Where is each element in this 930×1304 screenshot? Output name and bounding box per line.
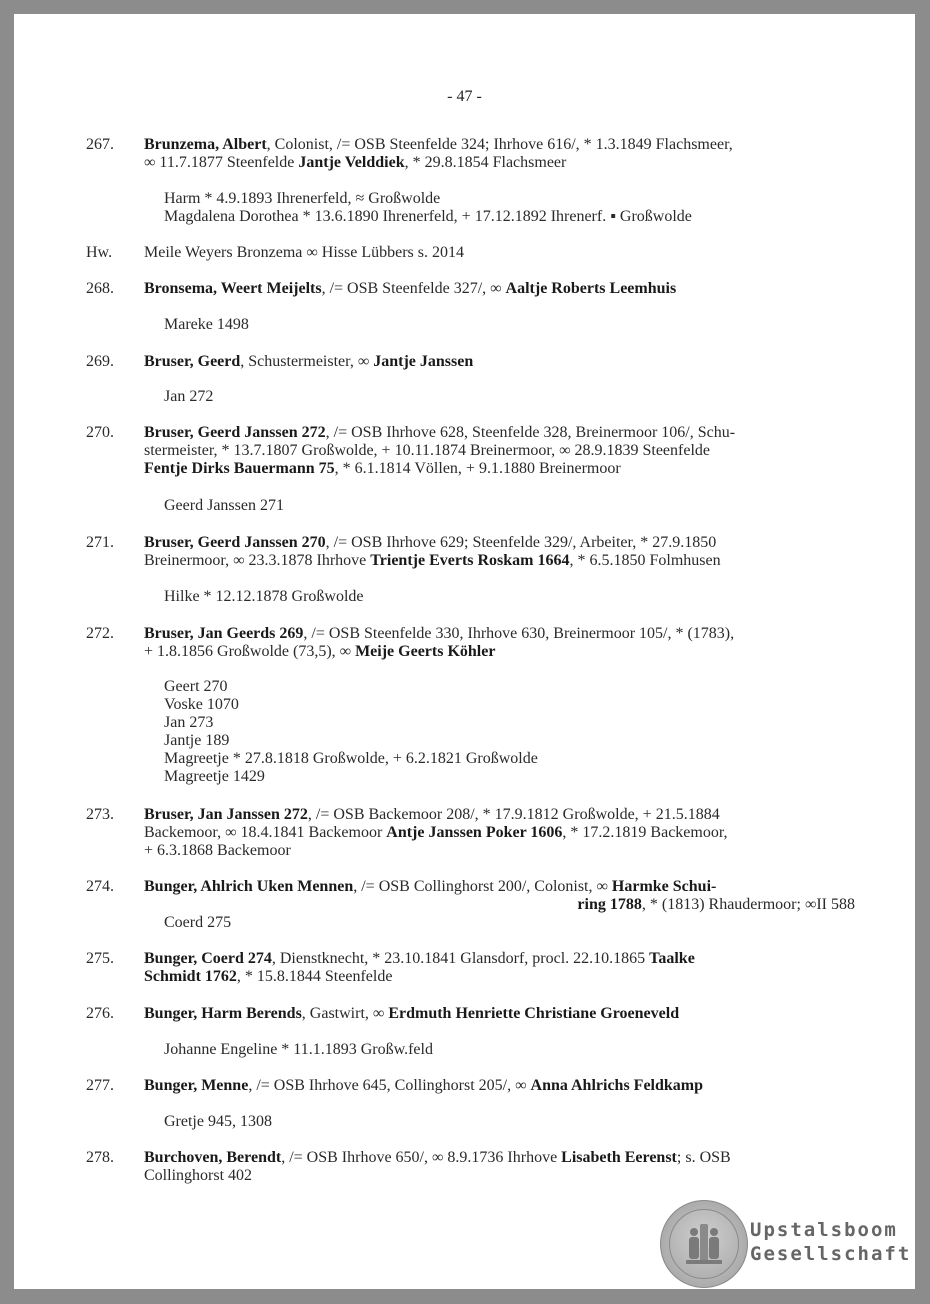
child-line: Magdalena Dorothea * 13.6.1890 Ihrenerfeld, + 17.12.1892 Ihrenerf. ▪ Großwolde: [164, 208, 692, 225]
entry-number: 275.: [86, 950, 114, 967]
entry-number: Hw.: [86, 244, 113, 261]
brand-line-1: Upstalsboom: [750, 1219, 898, 1241]
entry-line: [144, 424, 856, 442]
bold-name-text: Bruser, Geerd Janssen 270: [144, 534, 326, 551]
entry-text: [144, 424, 856, 478]
text-run: , /= OSB Backemoor 208/, * 17.9.1812 Großwolde, + 21.5.1884: [307, 806, 720, 823]
entry-line: [144, 1077, 856, 1095]
bold-name-text: Aaltje Roberts Leemhuis: [505, 280, 677, 297]
seal-figures-icon: [670, 1210, 738, 1278]
entry-number: 270.: [86, 424, 114, 441]
text-run: Backemoor, ∞ 18.4.1841 Backemoor: [144, 824, 387, 841]
entry-line: [144, 950, 856, 968]
entry-text: [144, 950, 856, 986]
text-run: , /= OSB Ihrhove 650/, ∞ 8.9.1736 Ihrhove: [281, 1149, 562, 1166]
bold-name-text: Lisabeth Eerenst: [561, 1149, 677, 1166]
entry-text: [144, 878, 856, 896]
bold-name-text: Schmidt 1762: [144, 968, 237, 985]
bold-name-text: Erdmuth Henriette Christiane Groeneveld: [388, 1005, 680, 1022]
text-run: Breinermoor, ∞ 23.3.1878 Ihrhove: [144, 552, 371, 569]
entry-text: [144, 1005, 856, 1023]
children-list: [164, 914, 231, 932]
child-line: Johanne Engeline * 11.1.1893 Großw.feld: [164, 1041, 433, 1058]
text-run: , Dienstknecht, * 23.10.1841 Glansdorf, procl. 22.10.1865: [271, 950, 650, 967]
text-run: , * 6.1.1814 Völlen, + 9.1.1880 Breinermoor: [334, 460, 621, 477]
entry-line: [144, 244, 856, 262]
entry-number: 276.: [86, 1005, 114, 1022]
text-run: , * 17.2.1819 Backemoor,: [562, 824, 728, 841]
bold-name-text: Fentje Dirks Bauermann 75: [144, 460, 335, 477]
bold-name-text: Trientje Everts Roskam 1664: [370, 552, 570, 569]
entry-line: [144, 824, 856, 842]
entry-text: [144, 353, 856, 371]
entry-line: [144, 625, 856, 643]
bold-name-text: Jantje Velddiek: [298, 154, 405, 171]
children-list: [164, 678, 538, 786]
seal-inner: [669, 1209, 739, 1279]
brand-line-2: Gesellschaft: [750, 1243, 912, 1265]
bold-name-text: Bunger, Ahlrich Uken Mennen: [144, 878, 354, 895]
child-line: Geerd Janssen 271: [164, 497, 284, 514]
entry-number: 277.: [86, 1077, 114, 1094]
entry-line-right: [144, 896, 855, 914]
entry-line: [144, 1005, 856, 1023]
children-list: [164, 316, 249, 334]
entry-text: [144, 806, 856, 860]
entry-line: [144, 643, 856, 661]
text-run: , Gastwirt, ∞: [301, 1005, 389, 1022]
entry-text: [144, 244, 856, 262]
entry-line: [144, 806, 856, 824]
text-run: ; s. OSB: [676, 1149, 731, 1166]
entry-line: [144, 1149, 856, 1167]
text-run: Meile Weyers Bronzema ∞ Hisse Lübbers s. 2014: [144, 244, 464, 261]
entry-line: [144, 534, 856, 552]
entry-number: 272.: [86, 625, 114, 642]
child-line: Jantje 189: [164, 732, 230, 749]
text-run: , /= OSB Ihrhove 628, Steenfelde 328, Breinermoor 106/, Schu-: [325, 424, 736, 441]
page-number: - 47 -: [447, 88, 482, 105]
bold-name-text: Harmke Schui-: [611, 878, 717, 895]
entry-line: [144, 136, 856, 154]
text-run: ∞ 11.7.1877 Steenfelde: [144, 154, 299, 171]
entry-line: [144, 842, 856, 860]
children-list: [164, 1041, 433, 1059]
entry-number: 269.: [86, 353, 114, 370]
text-run: , /= OSB Ihrhove 645, Collinghorst 205/, ∞: [248, 1077, 531, 1094]
bold-name-text: Bronsema, Weert Meijelts: [144, 280, 322, 297]
bold-name-text: Meije Geerts Köhler: [355, 643, 496, 660]
text-run: , * 29.8.1854 Flachsmeer: [404, 154, 567, 171]
text-run: , Schustermeister, ∞: [240, 353, 374, 370]
entry-line: [144, 1167, 856, 1185]
child-line: Geert 270: [164, 678, 228, 695]
child-line: Jan 273: [164, 714, 214, 731]
child-line: Voske 1070: [164, 696, 239, 713]
entry-text: [144, 1149, 856, 1185]
child-line: Mareke 1498: [164, 316, 249, 333]
bold-name-text: Anna Ahlrichs Feldkamp: [530, 1077, 704, 1094]
text-run: , * (1813) Rhaudermoor; ∞II 588: [641, 896, 855, 913]
entry-line: [144, 878, 856, 896]
entry-line: [144, 154, 856, 172]
entry-number: 268.: [86, 280, 114, 297]
text-run: + 6.3.1868 Backemoor: [144, 842, 291, 859]
bold-name-text: Taalke: [649, 950, 695, 967]
entry-line: [144, 280, 856, 298]
child-line: Coerd 275: [164, 914, 232, 931]
bold-name-text: Brunzema, Albert: [144, 136, 267, 153]
entry-line: [144, 353, 856, 371]
entry-text: [144, 534, 856, 570]
bold-name-text: Burchoven, Berendt: [144, 1149, 282, 1166]
children-list: [164, 388, 213, 406]
entry-text: [144, 280, 856, 298]
child-line: Harm * 4.9.1893 Ihrenerfeld, ≈ Großwolde: [164, 190, 441, 207]
child-line: Jan 272: [164, 388, 214, 405]
text-run: , Colonist, /= OSB Steenfelde 324; Ihrhove 616/, * 1.3.1849 Flachsmeer,: [266, 136, 733, 153]
children-list: [164, 497, 284, 515]
bold-name-text: Jantje Janssen: [373, 353, 474, 370]
entry-text: [144, 625, 856, 661]
entry-number: 271.: [86, 534, 114, 551]
entry-line: [144, 460, 856, 478]
text-run: , /= OSB Steenfelde 327/, ∞: [321, 280, 506, 297]
child-line: Magreetje * 27.8.1818 Großwolde, + 6.2.1821 Großwolde: [164, 750, 538, 767]
entry-text: [144, 136, 856, 172]
children-list: [164, 190, 692, 226]
text-run: , /= OSB Ihrhove 629; Steenfelde 329/, Arbeiter, * 27.9.1850: [325, 534, 717, 551]
bold-name-text: Bunger, Coerd 274: [144, 950, 272, 967]
bold-name-text: Bunger, Menne: [144, 1077, 249, 1094]
text-run: , * 15.8.1844 Steenfelde: [236, 968, 393, 985]
bold-name-text: Bruser, Geerd Janssen 272: [144, 424, 326, 441]
bold-name-text: ring 1788: [577, 896, 642, 913]
brand-wordmark: [750, 1218, 911, 1266]
text-run: stermeister, * 13.7.1807 Großwolde, + 10.11.1874 Breinermoor, ∞ 28.9.1839 Steenfelde: [144, 442, 711, 459]
bold-name-text: Bruser, Geerd: [144, 353, 241, 370]
seal-logo-icon: [660, 1200, 748, 1288]
child-line: Hilke * 12.12.1878 Großwolde: [164, 588, 364, 605]
text-run: + 1.8.1856 Großwolde (73,5), ∞: [144, 643, 356, 660]
text-run: , * 6.5.1850 Folmhusen: [569, 552, 721, 569]
entry-line: [144, 442, 856, 460]
entry-number: 274.: [86, 878, 114, 895]
document-page: [14, 14, 915, 1289]
children-list: [164, 1113, 272, 1131]
entry-line: [144, 552, 856, 570]
child-line: Gretje 945, 1308: [164, 1113, 272, 1130]
entry-text: [144, 1077, 856, 1095]
child-line: Magreetje 1429: [164, 768, 265, 785]
entry-number: 278.: [86, 1149, 114, 1166]
entry-number: 273.: [86, 806, 114, 823]
entry-line: [144, 968, 856, 986]
bold-name-text: Bunger, Harm Berends: [144, 1005, 302, 1022]
children-list: [164, 588, 364, 606]
entry-number: 267.: [86, 136, 114, 153]
bold-name-text: Antje Janssen Poker 1606: [386, 824, 563, 841]
bold-name-text: Bruser, Jan Janssen 272: [144, 806, 308, 823]
text-run: , /= OSB Collinghorst 200/, Colonist, ∞: [353, 878, 612, 895]
bold-name-text: Bruser, Jan Geerds 269: [144, 625, 304, 642]
text-run: Collinghorst 402: [144, 1167, 253, 1184]
text-run: , /= OSB Steenfelde 330, Ihrhove 630, Breinermoor 105/, * (1783),: [303, 625, 735, 642]
